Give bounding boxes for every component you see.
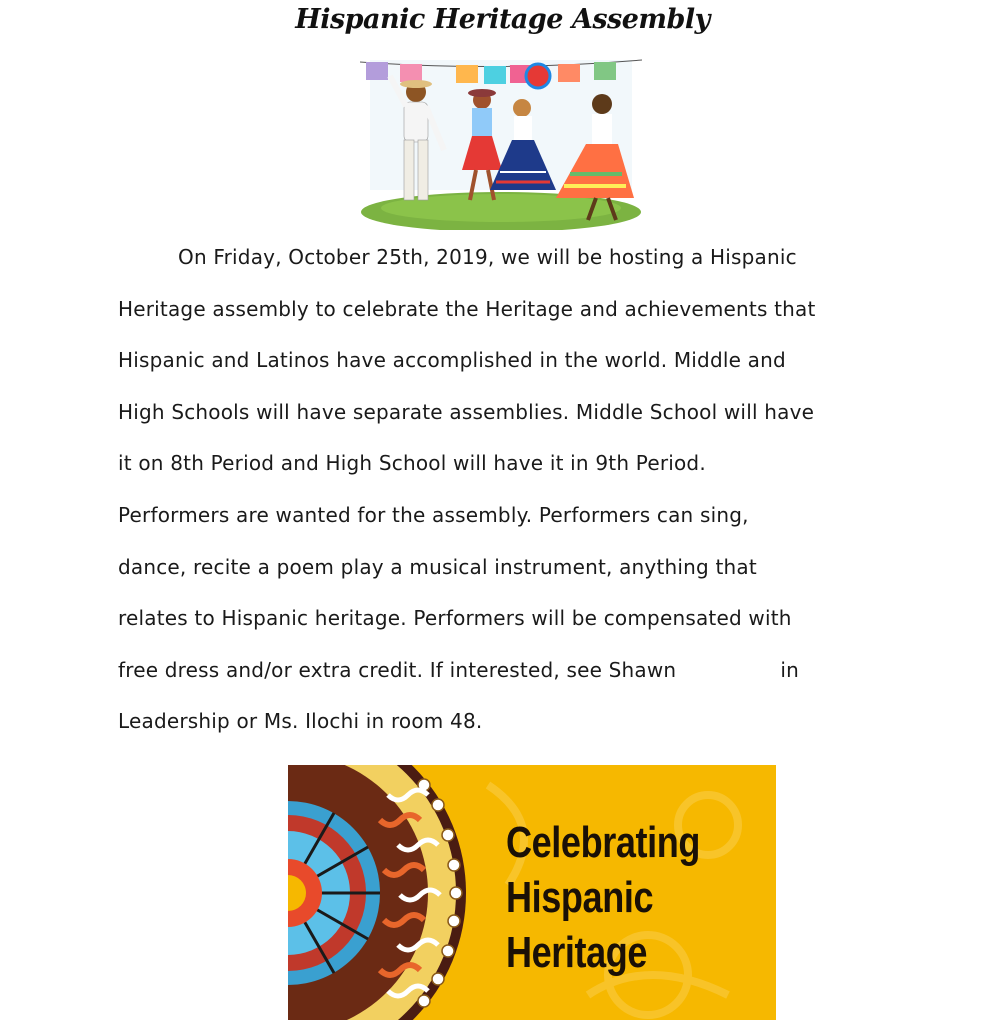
banner-line: Hispanic	[506, 873, 654, 922]
paragraph-line: it on 8th Period and High School will have it in 9th Period.	[118, 451, 706, 476]
paragraph-line: Hispanic and Latinos have accomplished in the world. Middle and	[118, 348, 786, 373]
paragraph-line: On Friday, October 25th, 2019, we will be hosting a Hispanic	[178, 245, 797, 269]
paragraph-line: Leadership or Ms. Ilochi in room 48.	[118, 709, 483, 734]
banner-heading	[506, 815, 700, 980]
paragraph-segment: free dress and/or extra credit. If interested, see Shawn	[118, 657, 677, 682]
announcement-body	[118, 232, 898, 748]
paragraph-line: dance, recite a poem play a musical instrument, anything that	[118, 554, 757, 579]
banner-line: Heritage	[506, 928, 648, 977]
celebrating-banner	[288, 765, 776, 1020]
paragraph-segment: in	[780, 657, 799, 682]
banner-line: Celebrating	[506, 818, 700, 867]
paragraph-line: Heritage assembly to celebrate the Heritage and achievements that	[118, 296, 816, 321]
paragraph-line: Performers are wanted for the assembly. Performers can sing,	[118, 502, 749, 527]
paragraph-line	[118, 645, 898, 697]
page-title: Hispanic Heritage Assembly	[295, 4, 710, 35]
paragraph-line: High Schools will have separate assemblies. Middle School will have	[118, 399, 815, 424]
dancers-illustration	[360, 50, 642, 230]
paragraph-line: relates to Hispanic heritage. Performers will be compensated with	[118, 606, 792, 631]
